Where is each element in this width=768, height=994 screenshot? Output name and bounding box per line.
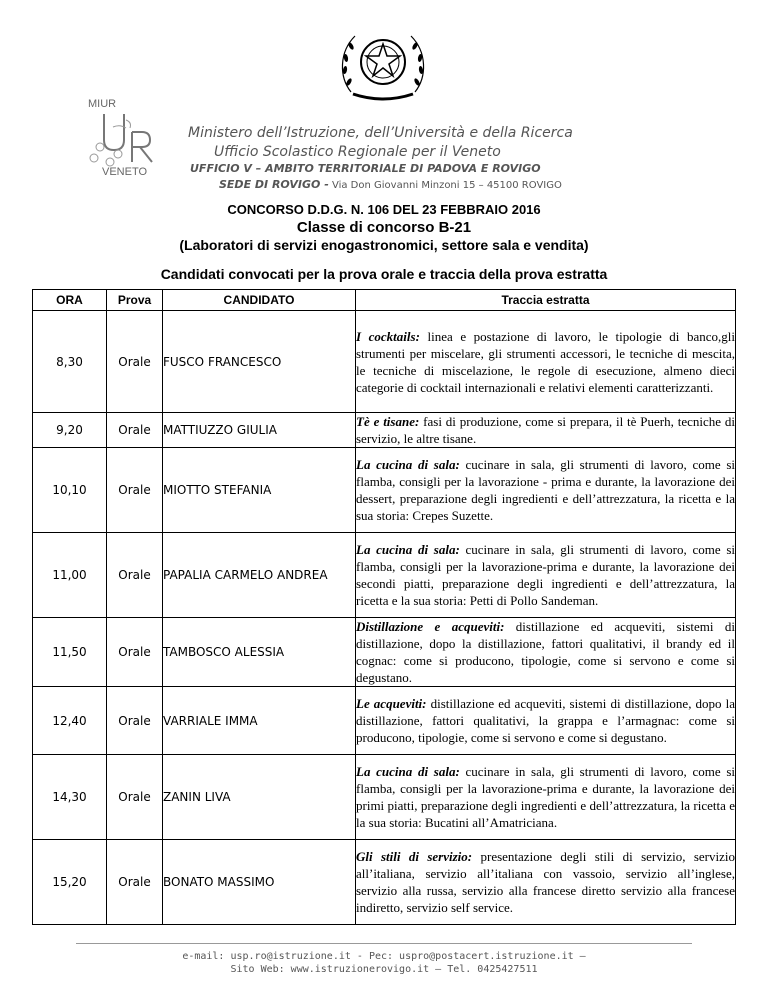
cell-traccia (356, 448, 736, 533)
traccia-text: cucinare in sala, gli strumenti di lavoro, come si flamba, consigli per la lavorazione - prima e durante, la lavorazione dei dessert, preparazione degli ingredienti e dell’attrezzatura, la ricetta e la sua storia: Crepes Suzette. (356, 457, 735, 523)
traccia-text: distillazione ed acqueviti, sistemi di distillazione, dopo la distillazione, fattori qualitativi, il brandy ed il cognac: come si producono, tipologie, come si servono e come si degustano. (356, 619, 735, 685)
cell-traccia (356, 755, 736, 840)
cell-candidato: PAPALIA CARMELO ANDREA (163, 533, 356, 618)
table-row (33, 413, 736, 448)
header-seat: SEDE DI ROVIGO - (219, 178, 329, 191)
class-title: Classe di concorso B-21 (296, 219, 472, 236)
cell-ora: 9,20 (33, 413, 107, 448)
cell-candidato: TAMBOSCO ALESSIA (163, 618, 356, 687)
traccia-text: linea e postazione di lavoro, le tipologie di banco,gli strumenti per miscelare, gli strumenti accessori, le tecniche di mescita, le tecniche di miscelazione, le regole di esecuzione, almeno dieci categorie di cocktail internazionali e relativi elementi caratterizzanti. (356, 328, 735, 395)
traccia-text: cucinare in sala, gli strumenti di lavoro, come si flamba, consigli per la lavorazione-prima e durante, la lavorazione dei primi piatti, preparazione degli ingredienti e dell’attrezzatura, la ricetta e la sua storia: Bucatini all’Amatriciana. (356, 764, 735, 830)
header-department: UFFICIO V – AMBITO TERRITORIALE DI PADOVA E ROVIGO (190, 162, 541, 175)
cell-traccia (356, 687, 736, 755)
header-address (219, 178, 562, 191)
cell-ora: 14,30 (33, 755, 107, 840)
footer-website: Sito Web: www.istruzionerovigo.it – Tel. 0425427511 (230, 964, 538, 975)
cell-ora: 11,50 (33, 618, 107, 687)
table-header-row (33, 290, 736, 311)
traccia-text: fasi di produzione, come si prepara, il tè Puerh, tecniche di servizio, le altre tisane. (356, 414, 735, 446)
logo-miur-text: MIUR (88, 98, 117, 110)
traccia-topic: La cucina di sala: (356, 457, 460, 472)
footer-divider (76, 943, 692, 944)
traccia-topic: I cocktails: (356, 328, 420, 344)
header-candidato: CANDIDATO (163, 290, 356, 311)
cell-traccia (356, 840, 736, 925)
traccia-topic: La cucina di sala: (356, 542, 460, 557)
cell-traccia (356, 618, 736, 687)
cell-candidato: ZANIN LIVA (163, 755, 356, 840)
competition-title: CONCORSO D.D.G. N. 106 DEL 23 FEBBRAIO 2016 (227, 202, 541, 217)
cell-traccia (356, 311, 736, 413)
table-row (33, 618, 736, 687)
header-prova: Prova (107, 290, 163, 311)
cell-prova: Orale (107, 413, 163, 448)
table-row (33, 840, 736, 925)
header-traccia: Traccia estratta (356, 290, 736, 311)
cell-candidato: MIOTTO STEFANIA (163, 448, 356, 533)
header-ora: ORA (33, 290, 107, 311)
header-ministry: Ministero dell’Istruzione, dell’Università e della Ricerca (188, 125, 573, 141)
cell-prova: Orale (107, 755, 163, 840)
cell-ora: 15,20 (33, 840, 107, 925)
cell-prova: Orale (107, 448, 163, 533)
traccia-text: cucinare in sala, gli strumenti di lavoro, come si flamba, consigli per la lavorazione-prima e durante, la lavorazione dei secondi piatti, preparazione degli ingredienti e dell’attrezzatura, la ricetta e la sua storia: Petti di Pollo Sandeman. (356, 542, 735, 608)
table-row (33, 755, 736, 840)
cell-ora: 10,10 (33, 448, 107, 533)
italian-republic-emblem-icon (333, 22, 433, 108)
section-title: Candidati convocati per la prova orale e traccia della prova estratta (160, 266, 608, 282)
logo-veneto-text: VENETO (102, 166, 148, 178)
traccia-text: presentazione degli stili di servizio, servizio all’italiana, servizio all’italiana con vassoio, servizio all’inglese, servizio alla russa, servizio alla francese diretto servizio alla francese indiretto, servizio self service. (356, 849, 735, 915)
cell-prova: Orale (107, 311, 163, 413)
cell-ora: 11,00 (33, 533, 107, 618)
cell-candidato: MATTIUZZO GIULIA (163, 413, 356, 448)
cell-ora: 12,40 (33, 687, 107, 755)
table-row (33, 533, 736, 618)
cell-candidato: BONATO MASSIMO (163, 840, 356, 925)
cell-prova: Orale (107, 533, 163, 618)
cell-ora: 8,30 (33, 311, 107, 413)
traccia-topic: Le acqueviti: (356, 696, 427, 711)
footer-contacts: e-mail: usp.ro@istruzione.it - Pec: uspro@postacert.istruzione.it – (182, 951, 586, 962)
cell-prova: Orale (107, 618, 163, 687)
usr-veneto-logo (80, 92, 170, 182)
cell-traccia (356, 413, 736, 448)
traccia-topic: Gli stili di servizio: (356, 849, 473, 864)
table-row (33, 687, 736, 755)
table-row (33, 448, 736, 533)
traccia-text: distillazione ed acqueviti, sistemi di distillazione, dopo la distillazione, fattori qualitativi, la grappa e l’armagnac: come si producono, tipologie, come si servono e come si degustano. (356, 696, 735, 745)
schedule-table (32, 289, 736, 925)
traccia-topic: Distillazione e acqueviti: (356, 619, 505, 634)
cell-traccia (356, 533, 736, 618)
traccia-topic: La cucina di sala: (356, 764, 460, 779)
cell-candidato: FUSCO FRANCESCO (163, 311, 356, 413)
table-row (33, 311, 736, 413)
cell-candidato: VARRIALE IMMA (163, 687, 356, 755)
cell-prova: Orale (107, 840, 163, 925)
header-street: Via Don Giovanni Minzoni 15 – 45100 ROVIGO (328, 180, 562, 191)
traccia-topic: Tè e tisane: (356, 414, 420, 429)
class-subtitle: (Laboratori di servizi enogastronomici, settore sala e vendita) (179, 237, 589, 253)
header-office: Ufficio Scolastico Regionale per il Veneto (214, 144, 501, 160)
cell-prova: Orale (107, 687, 163, 755)
